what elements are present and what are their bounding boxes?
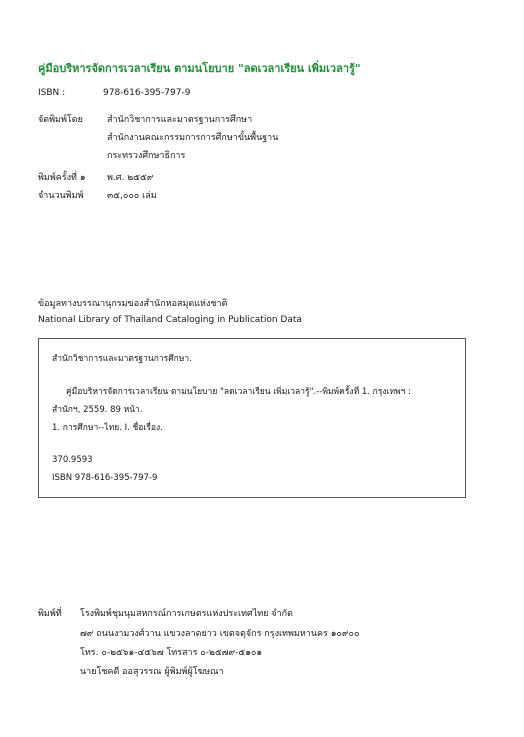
- printer-line: โทร. ๐-๒๕๖๑-๔๕๖๗ โทรสาร ๐-๒๕๗๙-๕๑๐๑: [80, 648, 263, 658]
- cataloging-heading-thai: ข้อมูลทางบรรณานุกรมของสำนักหอสมุดแห่งชาติ: [38, 299, 228, 309]
- isbn-value: 978-616-395-797-9: [103, 88, 191, 98]
- publisher-line: สำนักวิชาการและมาตรฐานการศึกษา: [107, 115, 253, 125]
- copies-label: จำนวนพิมพ์: [38, 191, 84, 201]
- cataloging-heading-english: National Library of Thailand Cataloging in Publication Data: [38, 315, 302, 325]
- cip-entry-line: คู่มือบริหารจัดการเวลาเรียน ตามนโยบาย "ลดเวลาเรียน เพิ่มเวลารู้".--พิมพ์ครั้งที่ 1. กรุงเทพฯ :: [66, 387, 411, 397]
- edition-label: พิมพ์ครั้งที่ ๑: [38, 173, 86, 183]
- cip-isbn: ISBN 978-616-395-797-9: [52, 473, 158, 483]
- printer-line: นายโชคดี ออสุวรรณ ผู้พิมพ์ผู้โฆษณา: [80, 667, 224, 677]
- cip-record-box: [38, 338, 466, 498]
- document-title: คู่มือบริหารจัดการเวลาเรียน ตามนโยบาย "ลดเวลาเรียน เพิ่มเวลารู้": [38, 62, 361, 75]
- cip-subjects: 1. การศึกษา--ไทย. I. ชื่อเรื่อง.: [52, 423, 163, 433]
- cip-author: สำนักวิชาการและมาตรฐานการศึกษา.: [52, 354, 192, 364]
- copies-value: ๓๕,๐๐๐ เล่ม: [107, 191, 157, 201]
- edition-value: พ.ศ. ๒๕๕๙: [107, 173, 154, 183]
- cip-entry-line: สำนักฯ, 2559. 89 หน้า.: [52, 405, 143, 415]
- printer-label: พิมพ์ที่: [38, 609, 62, 619]
- publisher-line: กระทรวงศึกษาธิการ: [107, 151, 186, 161]
- printer-line: ๗๙ ถนนงามวงศ์วาน แขวงลาดยาว เขตจตุจักร กรุงเทพมหานคร ๑๐๙๐๐: [80, 629, 360, 639]
- printer-line: โรงพิมพ์ชุมนุมสหกรณ์การเกษตรแห่งประเทศไทย จำกัด: [80, 609, 293, 619]
- publisher-line: สำนักงานคณะกรรมการการศึกษาขั้นพื้นฐาน: [107, 133, 279, 143]
- publisher-label: จัดพิมพ์โดย: [38, 115, 83, 125]
- cip-classification: 370.9593: [52, 455, 93, 465]
- isbn-label: ISBN :: [38, 88, 66, 98]
